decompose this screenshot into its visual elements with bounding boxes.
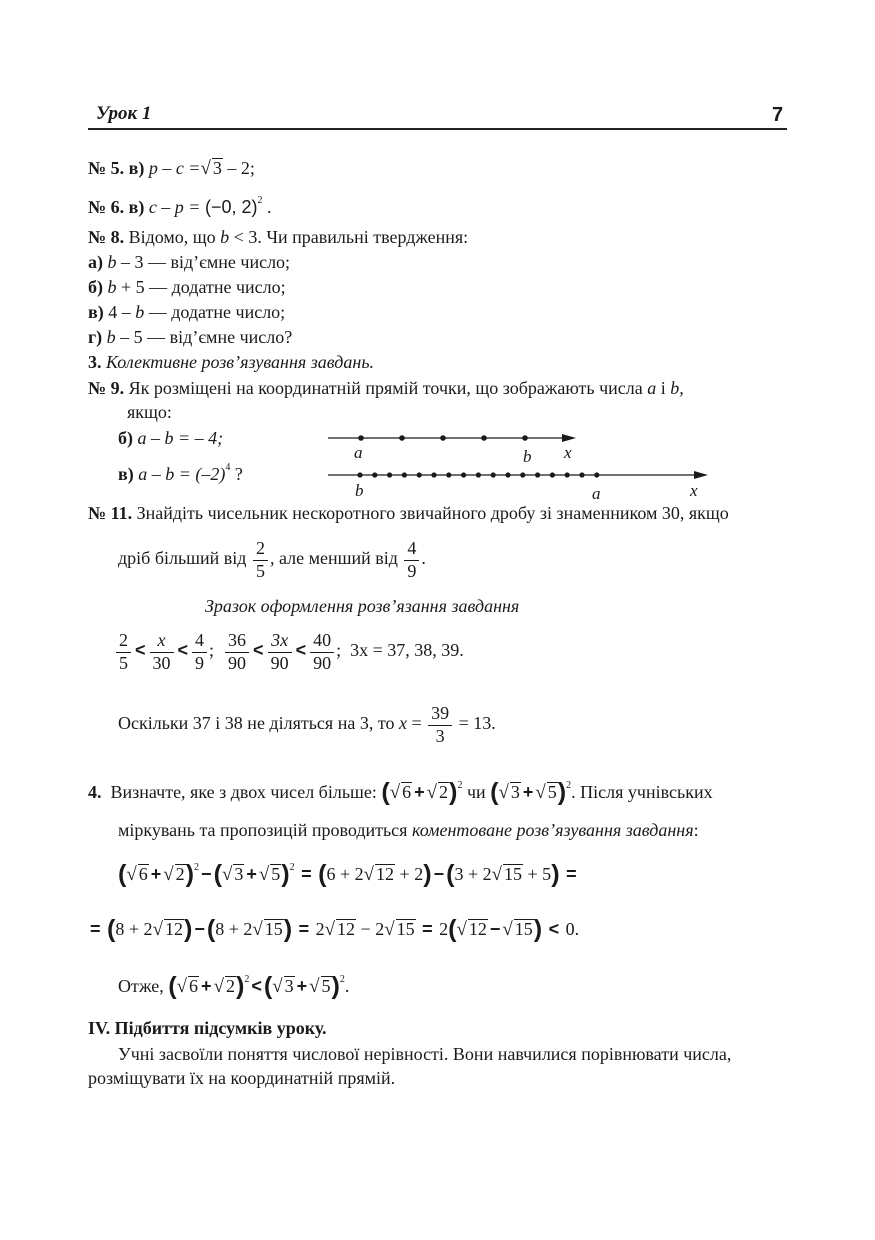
calc-line-2: = (8 + 2√ 12) −(8 + 2√ 15) = 2√ 12 − 2√ 15 = 2(√ 12 − √ 15) < 0. — [90, 915, 580, 943]
task-8-item-v: в) 4 – b — додатне число; — [88, 302, 286, 322]
task-9-cont: якщо: — [127, 402, 172, 422]
task-5: № 5. в) p – c =√ 3 – 2; — [88, 158, 255, 179]
number-lines — [0, 0, 875, 520]
since-line: Оскільки 37 і 38 не діляться на 3, то x = $\frac{39}{3}$ = 13. — [118, 703, 496, 746]
line2-label-a: a — [592, 484, 601, 503]
task-9: № 9. Як розміщені на координатній прямій точки, що зображають числа a і b, — [88, 378, 684, 398]
number-line-2 — [328, 471, 708, 503]
number-line-2-point — [417, 472, 422, 477]
line2-label-b: b — [355, 481, 364, 500]
lesson-title: Урок 1 — [96, 103, 152, 124]
number-line-2-point — [461, 472, 466, 477]
number-line-2-point — [594, 472, 599, 477]
step-4-cont: міркувань та пропозицій проводиться коментоване розв’язування завдання: — [118, 820, 699, 840]
number-line-2-point — [535, 472, 540, 477]
number-line-1 — [328, 434, 576, 466]
number-line-2-point — [431, 472, 436, 477]
sample-solution: $\frac{2}{5}$ < $\frac{x}{30}$ < $\frac{4}{9}$ ; $\frac{36}{90}$ < $\frac{3x}{90}$ < $\frac{40}{90}$ ; 3x = 37, 38, 39. — [114, 630, 464, 674]
task-8-item-b: б) b + 5 — додатне число; — [88, 277, 286, 297]
number-line-2-point — [372, 472, 377, 477]
section-4-title: IV. Підбиття підсумків уроку. — [88, 1018, 327, 1038]
line2-label-x: x — [690, 481, 698, 500]
number-line-2-point — [520, 472, 525, 477]
line1-label-a: a — [354, 443, 363, 462]
summary-p1: Учні засвоїли поняття числової нерівності. Вони навчилися порівнювати числа, — [118, 1044, 732, 1064]
number-line-2-point — [491, 472, 496, 477]
task-6: № 6. в) c – p = (−0, 2)$^2$ . — [88, 195, 272, 217]
number-line-2-point — [550, 472, 555, 477]
number-line-2-point — [387, 472, 392, 477]
task-9-sub-b: б) a – b = – 4; — [118, 428, 224, 448]
step-4: 4. Визначте, яке з двох чисел більше: (√ 6 + √ 2)$^2$ чи (√ 3 + √ 5)$^2$. Після учнівських — [88, 778, 713, 806]
task-8-item-g: г) b – 5 — від’ємне число? — [88, 327, 293, 347]
calc-line-1: (√ 6 + √ 2)$^2$ −(√ 3 + √ 5)$^2$ = (6 + 2√ 12 + 2) −(3 + 2√ 15 + 5) = — [118, 860, 577, 888]
line1-label-b: b — [523, 447, 532, 466]
summary-p2: розміщувати їх на координатній прямій. — [88, 1068, 396, 1088]
step-3: 3. Колективне розв’язування завдань. — [88, 352, 375, 372]
task-11-cont: дріб більший від $\frac{2}{5}$ , але менший від $\frac{4}{9}$ . — [118, 538, 426, 581]
task-9-sub-v: в) $a - b = (-2)^4$ ? — [118, 462, 243, 484]
task-11: № 11. Знайдіть чисельник нескоротного звичайного дробу зі знаменником 30, якщо — [88, 503, 729, 523]
number-line-2-point — [402, 472, 407, 477]
task-8: № 8. Відомо, що b < 3. Чи правильні твердження: — [88, 227, 469, 247]
number-line-2-point — [357, 472, 362, 477]
number-line-2-point — [565, 472, 570, 477]
number-line-2-point — [476, 472, 481, 477]
conclusion-line: Отже, (√ 6 + √ 2)$^2$ <(√ 3 + √ 5)$^2$. — [118, 972, 350, 1000]
page-number: 7 — [772, 104, 784, 126]
task-8-item-a: а) b – 3 — від’ємне число; — [88, 252, 291, 272]
number-line-2-point — [446, 472, 451, 477]
number-line-2-point — [505, 472, 510, 477]
sample-title: Зразок оформлення розв’язання завдання — [205, 596, 520, 616]
line1-label-x: x — [564, 443, 572, 462]
number-line-2-point — [579, 472, 584, 477]
